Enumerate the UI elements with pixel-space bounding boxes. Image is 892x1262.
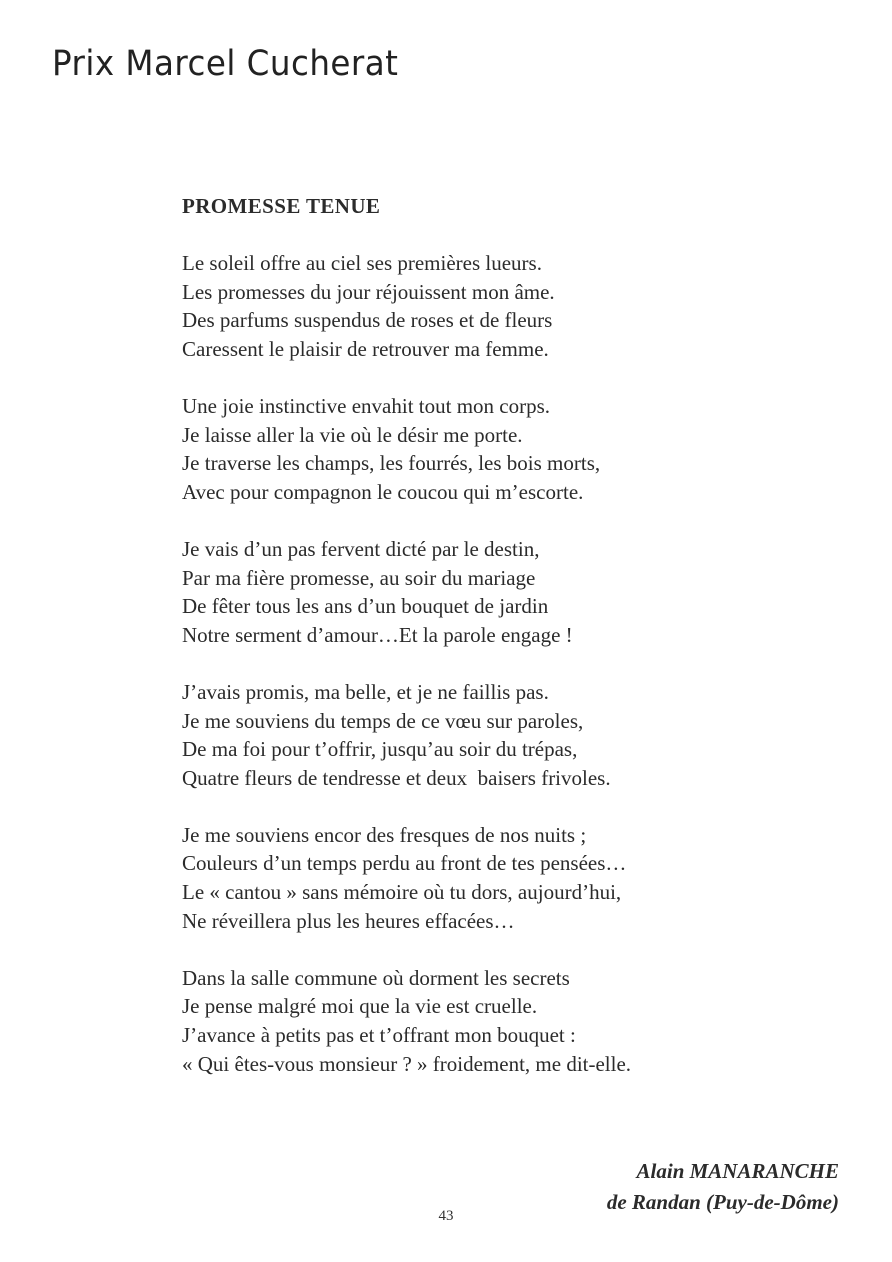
poem-line: Le « cantou » sans mémoire où tu dors, aujourd’hui, [182, 880, 622, 905]
poem-line: Caressent le plaisir de retrouver ma femme. [182, 336, 549, 361]
page-header-title: Prix Marcel Cucherat [52, 44, 399, 84]
poem-title: PROMESSE TENUE [182, 194, 381, 218]
author-name: Alain MANARANCHE [636, 1159, 839, 1183]
poem-line: Couleurs d’un temps perdu au front de tes pensées… [182, 851, 627, 876]
poem-line: De ma foi pour t’offrir, jusqu’au soir du trépas, [182, 737, 578, 762]
poem-line: Je me souviens encor des fresques de nos nuits ; [182, 822, 587, 847]
stanza-2 [182, 392, 822, 506]
poem-line: Je me souviens du temps de ce vœu sur paroles, [182, 708, 584, 733]
poem-line: Le soleil offre au ciel ses premières lueurs. [182, 251, 542, 275]
poem-line: Avec pour compagnon le coucou qui m’escorte. [182, 479, 584, 504]
poem-line: Dans la salle commune où dorment les secrets [182, 965, 570, 990]
poem-line: Notre serment d’amour…Et la parole engage ! [182, 622, 573, 647]
stanza-3 [182, 535, 822, 649]
poem-line: « Qui êtes-vous monsieur ? » froidement, me dit-elle. [182, 1051, 632, 1076]
poem-line: Ne réveillera plus les heures effacées… [182, 908, 515, 933]
poem-line: Je pense malgré moi que la vie est cruelle. [182, 994, 538, 1019]
poem-line: Je vais d’un pas fervent dicté par le destin, [182, 536, 540, 561]
poem-line: Par ma fière promesse, au soir du mariage [182, 565, 536, 590]
poem-line: Je traverse les champs, les fourrés, les bois morts, [182, 451, 601, 476]
poem-line: Les promesses du jour réjouissent mon âme. [182, 279, 555, 304]
poem-line: J’avance à petits pas et t’offrant mon bouquet : [182, 1023, 576, 1048]
author-location: de Randan (Puy-de-Dôme) [606, 1190, 839, 1214]
page-number: 43 [438, 1208, 454, 1224]
poem-line: De fêter tous les ans d’un bouquet de jardin [182, 594, 549, 619]
stanza-6 [182, 964, 822, 1078]
poem-line: Des parfums suspendus de roses et de fleurs [182, 308, 553, 333]
poem-line: Quatre fleurs de tendresse et deux baisers frivoles. [182, 765, 611, 790]
stanza-4 [182, 678, 822, 792]
stanza-1 [182, 249, 822, 363]
poem-line: J’avais promis, ma belle, et je ne faillis pas. [182, 679, 549, 704]
poem-line: Une joie instinctive envahit tout mon corps. [182, 393, 551, 418]
poem [182, 191, 822, 1107]
poem-line: Je laisse aller la vie où le désir me porte. [182, 422, 523, 447]
stanza-5 [182, 821, 822, 935]
